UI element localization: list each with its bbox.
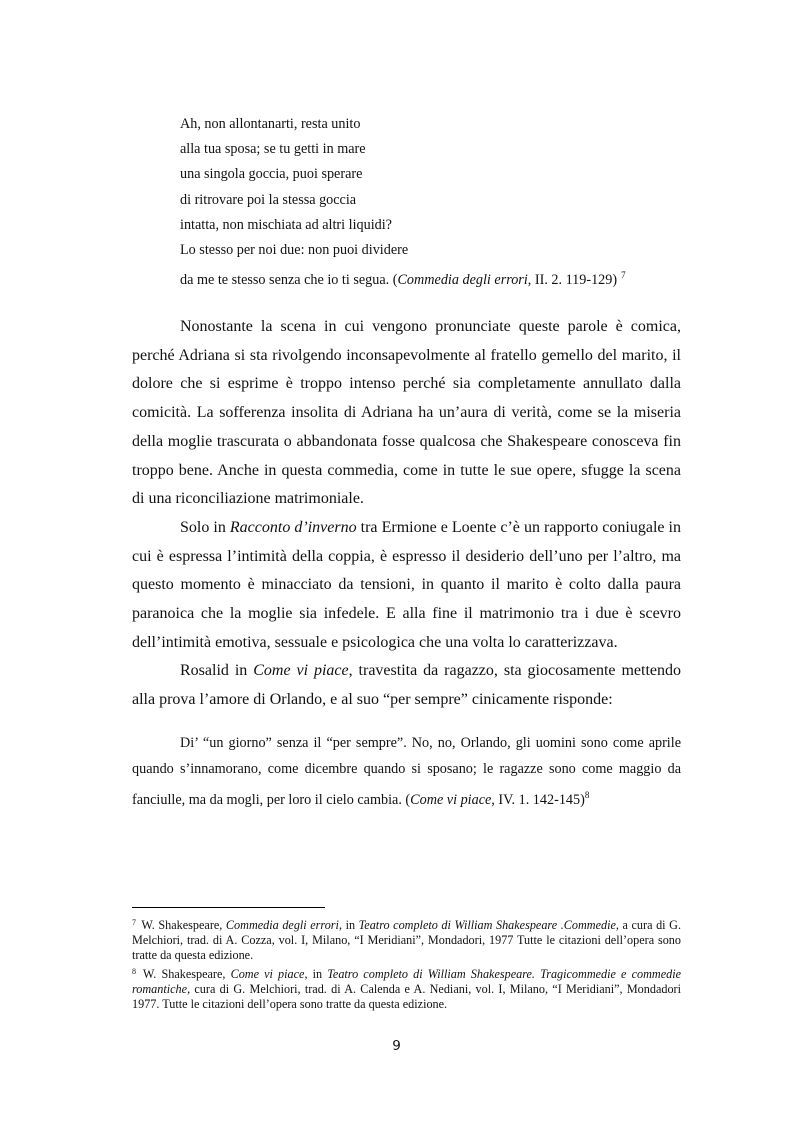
footnote-text: , in bbox=[338, 918, 359, 932]
body-text bbox=[132, 313, 681, 715]
book-title: Teatro completo di William Shakespeare. Tragicommedie e commedie romantiche bbox=[132, 966, 681, 996]
paragraph-1: Nonostante la scena in cui vengono pronunciate queste parole è comica, perché Adriana si sta rivolgendo inconsapevolmente al fratello gemello del marito, il dolore che si esprime è troppo intenso perché sia completamente annullato dalla comicità. La sofferenza insolita di Adriana ha un’aura di verità, come se la miseria della moglie trascurata o abbandonata fosse qualcosa che Shakespeare conosceva fin troppo bene. Anche in questa commedia, come in tutte le sue opere, sfugge la scena di una riconciliazione matrimoniale. bbox=[132, 318, 681, 508]
footnote-number: 8 bbox=[132, 966, 136, 976]
verse-quotation bbox=[180, 112, 626, 293]
verse-line: intatta, non mischiata ad altri liquidi? bbox=[180, 216, 392, 233]
verse-line: Ah, non allontanarti, resta unito bbox=[180, 116, 361, 132]
paragraph-text: tra Ermione e Loente c’è un rapporto coniugale in cui è espressa l’intimità della coppia, è espresso il desiderio dell’uno per l’altro, ma questo momento è minacciato da tensioni, in quanto il marito è colto dalla paura paranoica che la moglie sia infedele. E alla fine il matrimonio tra i due è scevro dell’intimità emotiva, sessuale e psicologica che una volta lo caratterizzava. bbox=[132, 518, 681, 651]
paragraph-3 bbox=[132, 657, 681, 714]
page-number: 9 bbox=[392, 1038, 401, 1054]
book-title: Teatro completo di William Shakespeare .Commedie bbox=[358, 918, 616, 932]
footnote-text: , a cura di G. Melchiori, trad. di A. Cozza, vol. I, Milano, “I Meridiani”, Mondadori, 1977 Tutte le citazioni dell’opera sono tratte da questa edizione. bbox=[132, 918, 681, 963]
verse-line-text: da me te stesso senza che io ti segua. ( bbox=[180, 272, 398, 289]
paragraph-text: Rosalid in bbox=[180, 662, 254, 680]
footnote-8 bbox=[132, 964, 681, 1013]
paragraph-2 bbox=[132, 514, 681, 658]
verse-line: alla tua sposa; se tu getti in mare bbox=[180, 141, 366, 158]
footnote-separator bbox=[132, 907, 325, 908]
footnote-marker-8[interactable]: 8 bbox=[584, 790, 590, 800]
verse-line-last bbox=[180, 263, 626, 293]
footnote-marker-7[interactable]: 7 bbox=[621, 270, 626, 281]
work-title: Commedia degli errori bbox=[225, 918, 339, 932]
block-quotation bbox=[132, 730, 681, 813]
work-title: Racconto d’inverno bbox=[229, 518, 357, 536]
verse-line: di ritrovare poi la stessa goccia bbox=[180, 191, 357, 208]
verse-line: Lo stesso per noi due: non puoi dividere bbox=[180, 242, 409, 259]
verse-line: una singola goccia, puoi sperare bbox=[180, 166, 363, 183]
quote-text: Di’ “un giorno” senza il “per sempre”. No, no, Orlando, gli uomini sono come aprile quando s’innamorano, come dicembre quando si sposano; le ragazze sono come maggio da fanciulle, ma da mogli, per loro il cielo cambia. ( bbox=[132, 735, 681, 808]
quote-paragraph bbox=[132, 730, 681, 813]
work-title: Come vi piace bbox=[253, 662, 349, 680]
work-title: Commedia degli errori bbox=[397, 272, 528, 289]
work-title: Come vi piace bbox=[230, 966, 305, 981]
footnote-text: , cura di G. Melchiori, trad. di A. Calenda e A. Nediani, vol. I, Milano, “I Meridiani”, Mondadori 1977. Tutte le citazioni dell’opera sono tratte da questa edizione. bbox=[132, 981, 681, 1012]
footnote-number: 7 bbox=[132, 918, 136, 927]
footnote-text: , in bbox=[304, 966, 328, 981]
footnote-text: W. Shakespeare, bbox=[138, 918, 226, 932]
footnotes bbox=[132, 915, 681, 1012]
work-title: Come vi piace bbox=[410, 792, 492, 808]
paragraph-text: , travestita da ragazzo, sta giocosamente mettendo alla prova l’amore di Orlando, e al suo “per sempre” cinicamente risponde: bbox=[132, 662, 681, 709]
citation-reference: , II. 2. 119-129) bbox=[527, 272, 618, 289]
citation-reference: , IV. 1. 142-145) bbox=[491, 792, 585, 808]
paragraph-text: Solo in bbox=[180, 518, 230, 536]
footnote-text: W. Shakespeare, bbox=[138, 966, 231, 981]
footnote-7 bbox=[132, 915, 681, 964]
